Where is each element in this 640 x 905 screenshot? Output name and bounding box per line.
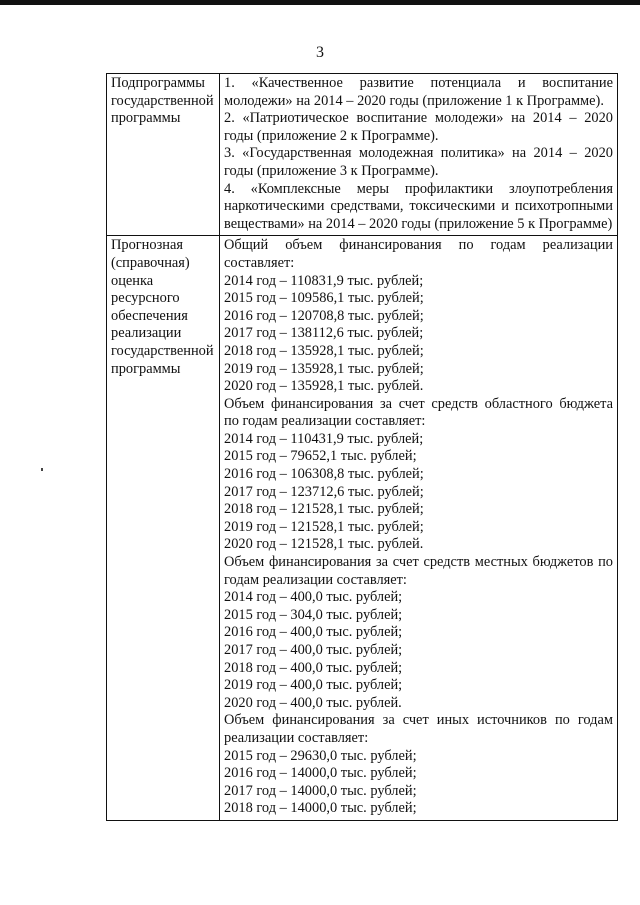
funding-total-2019: 2019 год – 135928,1 тыс. рублей;	[224, 360, 424, 377]
subprogram-item-1: 1. «Качественное развитие потенциала и воспитание молодежи» на 2014 – 2020 годы (приложение 1 к Программе).	[224, 75, 613, 109]
scan-margin-speck	[41, 468, 43, 471]
page-number: 3	[316, 44, 324, 61]
subprogram-item-4: 4. «Комплексные меры профилактики злоупотребления наркотическими средствами, токсическими и психотропными веществами» на 2014 – 2020 годы (приложение 5 к Программе)	[224, 180, 613, 232]
funding-local-2018: 2018 год – 400,0 тыс. рублей;	[224, 659, 403, 676]
funding-regional-2017: 2017 год – 123712,6 тыс. рублей;	[224, 483, 424, 500]
funding-other-2016: 2016 год – 14000,0 тыс. рублей;	[224, 765, 417, 782]
funding-regional-heading: Объем финансирования за счет средств областного бюджета по годам реализации составляет:	[224, 395, 613, 430]
row-label-funding: Прогнозная (справочная) оценка ресурсного обеспечения реализации государственной программы	[107, 236, 220, 821]
subprograms-list	[220, 74, 618, 236]
funding-total-2015: 2015 год – 109586,1 тыс. рублей;	[224, 290, 424, 307]
funding-other-2017: 2017 год – 14000,0 тыс. рублей;	[224, 782, 417, 799]
funding-regional-2018: 2018 год – 121528,1 тыс. рублей;	[224, 501, 424, 518]
table-row-subprograms	[107, 74, 618, 236]
funding-regional-2016: 2016 год – 106308,8 тыс. рублей;	[224, 466, 424, 483]
funding-local-2017: 2017 год – 400,0 тыс. рублей;	[224, 642, 403, 658]
funding-local-2016: 2016 год – 400,0 тыс. рублей;	[224, 624, 403, 641]
funding-total-heading: Общий объем финансирования по годам реализации составляет:	[224, 237, 613, 271]
funding-total-2018: 2018 год – 135928,1 тыс. рублей;	[224, 342, 424, 359]
table-row-funding	[107, 236, 618, 821]
funding-total-2014: 2014 год – 110831,9 тыс. рублей;	[224, 272, 424, 289]
funding-local-2019: 2019 год – 400,0 тыс. рублей;	[224, 677, 403, 694]
subprogram-item-2: 2. «Патриотическое воспитание молодежи» на 2014 – 2020 годы (приложение 2 к Программе).	[224, 110, 613, 144]
funding-other-heading: Объем финансирования за счет иных источников по годам реализации составляет:	[224, 712, 613, 746]
funding-regional-2019: 2019 год – 121528,1 тыс. рублей;	[224, 518, 424, 535]
funding-details	[220, 236, 618, 821]
funding-total-2017: 2017 год – 138112,6 тыс. рублей;	[224, 325, 424, 342]
program-passport-table	[106, 73, 618, 821]
funding-regional-2014: 2014 год – 110431,9 тыс. рублей;	[224, 430, 424, 447]
row-label-subprograms: Подпрограммы государственной программы	[107, 74, 220, 236]
funding-local-heading: Объем финансирования за счет средств местных бюджетов по годам реализации составляет:	[224, 554, 613, 588]
funding-other-2015: 2015 год – 29630,0 тыс. рублей;	[224, 747, 417, 764]
funding-regional-2015: 2015 год – 79652,1 тыс. рублей;	[224, 448, 417, 465]
funding-local-2015: 2015 год – 304,0 тыс. рублей;	[224, 606, 403, 623]
funding-total-2016: 2016 год – 120708,8 тыс. рублей;	[224, 307, 424, 324]
subprogram-item-3: 3. «Государственная молодежная политика» на 2014 – 2020 годы (приложение 3 к Программе).	[224, 145, 613, 179]
funding-regional-2020: 2020 год – 121528,1 тыс. рублей.	[224, 536, 424, 553]
funding-other-2018: 2018 год – 14000,0 тыс. рублей;	[224, 800, 417, 817]
funding-local-2014: 2014 год – 400,0 тыс. рублей;	[224, 589, 403, 606]
funding-local-2020: 2020 год – 400,0 тыс. рублей.	[224, 694, 402, 711]
scan-top-edge	[0, 0, 640, 5]
funding-total-2020: 2020 год – 135928,1 тыс. рублей.	[224, 378, 424, 395]
